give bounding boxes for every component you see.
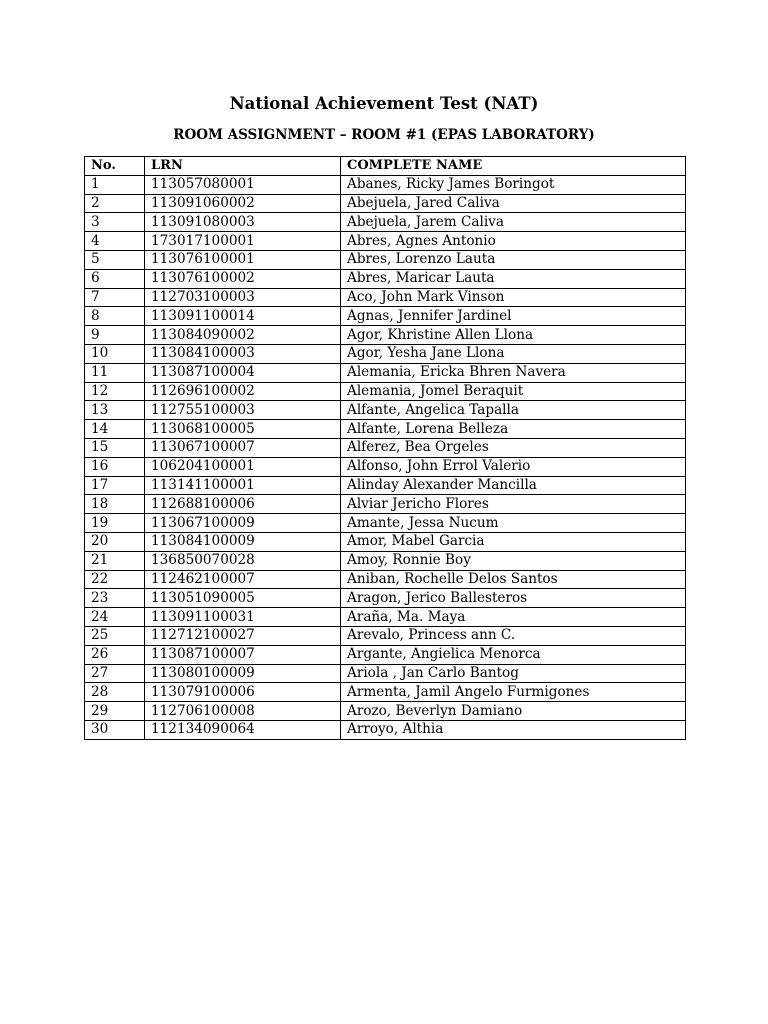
table-row [85, 438, 686, 457]
row-complete-name: Agor, Khristine Allen Llona [341, 326, 686, 345]
row-number: 29 [85, 702, 145, 721]
row-complete-name: Alfante, Angelica Tapalla [341, 401, 686, 420]
row-complete-name: Alviar Jericho Flores [341, 495, 686, 514]
row-number: 6 [85, 269, 145, 288]
row-complete-name: Amor, Mabel Garcia [341, 532, 686, 551]
row-complete-name: Ariola , Jan Carlo Bantog [341, 664, 686, 683]
room-assignment-table [84, 156, 686, 740]
row-complete-name: Abres, Lorenzo Lauta [341, 250, 686, 269]
row-number: 4 [85, 232, 145, 251]
table-row [85, 645, 686, 664]
table-row [85, 476, 686, 495]
row-lrn: 113067100007 [145, 438, 341, 457]
row-lrn: 113080100009 [145, 664, 341, 683]
table-row [85, 570, 686, 589]
row-number: 19 [85, 514, 145, 533]
row-complete-name: Alferez, Bea Orgeles [341, 438, 686, 457]
table-row [85, 514, 686, 533]
table-row [85, 532, 686, 551]
row-lrn: 113051090005 [145, 589, 341, 608]
row-lrn: 112712100027 [145, 626, 341, 645]
row-number: 7 [85, 288, 145, 307]
row-number: 25 [85, 626, 145, 645]
table-row [85, 363, 686, 382]
page-subtitle: ROOM ASSIGNMENT – ROOM #1 (EPAS LABORATORY) [173, 127, 595, 143]
row-complete-name: Abejuela, Jared Caliva [341, 194, 686, 213]
table-row [85, 213, 686, 232]
table-row [85, 232, 686, 251]
table-row [85, 626, 686, 645]
row-number: 16 [85, 457, 145, 476]
row-complete-name: Alemania, Ericka Bhren Navera [341, 363, 686, 382]
row-number: 10 [85, 344, 145, 363]
table-row [85, 420, 686, 439]
row-complete-name: Aco, John Mark Vinson [341, 288, 686, 307]
table-row [85, 382, 686, 401]
row-lrn: 113084100009 [145, 532, 341, 551]
row-lrn: 136850070028 [145, 551, 341, 570]
row-number: 18 [85, 495, 145, 514]
row-lrn: 113068100005 [145, 420, 341, 439]
row-lrn: 112755100003 [145, 401, 341, 420]
row-number: 21 [85, 551, 145, 570]
row-lrn: 113091080003 [145, 213, 341, 232]
row-number: 13 [85, 401, 145, 420]
row-number: 12 [85, 382, 145, 401]
row-complete-name: Arozo, Beverlyn Damiano [341, 702, 686, 721]
table-row [85, 589, 686, 608]
table-row [85, 608, 686, 627]
table-row [85, 551, 686, 570]
row-number: 5 [85, 250, 145, 269]
row-lrn: 113141100001 [145, 476, 341, 495]
row-number: 23 [85, 589, 145, 608]
row-lrn: 112688100006 [145, 495, 341, 514]
row-number: 24 [85, 608, 145, 627]
row-complete-name: Alfonso, John Errol Valerio [341, 457, 686, 476]
row-lrn: 113079100006 [145, 683, 341, 702]
row-number: 3 [85, 213, 145, 232]
row-complete-name: Aniban, Rochelle Delos Santos [341, 570, 686, 589]
row-number: 8 [85, 307, 145, 326]
table-row [85, 269, 686, 288]
row-number: 17 [85, 476, 145, 495]
row-complete-name: Agnas, Jennifer Jardinel [341, 307, 686, 326]
row-complete-name: Abres, Maricar Lauta [341, 269, 686, 288]
row-number: 27 [85, 664, 145, 683]
header-complete-name: COMPLETE NAME [341, 157, 686, 176]
header-number: No. [85, 157, 145, 176]
row-lrn: 113084090002 [145, 326, 341, 345]
table-row [85, 495, 686, 514]
table-row [85, 344, 686, 363]
row-lrn: 112462100007 [145, 570, 341, 589]
row-lrn: 112696100002 [145, 382, 341, 401]
row-lrn: 173017100001 [145, 232, 341, 251]
row-number: 2 [85, 194, 145, 213]
table-row [85, 401, 686, 420]
table-row [85, 457, 686, 476]
table-row [85, 326, 686, 345]
row-lrn: 113087100004 [145, 363, 341, 382]
row-number: 14 [85, 420, 145, 439]
row-complete-name: Arroyo, Althia [341, 720, 686, 739]
row-complete-name: Argante, Angielica Menorca [341, 645, 686, 664]
row-lrn: 113057080001 [145, 175, 341, 194]
row-complete-name: Alemania, Jomel Beraquit [341, 382, 686, 401]
row-complete-name: Agor, Yesha Jane Llona [341, 344, 686, 363]
row-complete-name: Abejuela, Jarem Caliva [341, 213, 686, 232]
table-body [85, 175, 686, 739]
row-lrn: 113091060002 [145, 194, 341, 213]
table-row [85, 288, 686, 307]
table-row [85, 175, 686, 194]
row-lrn: 106204100001 [145, 457, 341, 476]
table-row [85, 702, 686, 721]
row-number: 28 [85, 683, 145, 702]
row-lrn: 113084100003 [145, 344, 341, 363]
row-number: 11 [85, 363, 145, 382]
row-lrn: 113091100014 [145, 307, 341, 326]
header-lrn: LRN [145, 157, 341, 176]
table-row [85, 720, 686, 739]
row-lrn: 112134090064 [145, 720, 341, 739]
table-row [85, 194, 686, 213]
table-row [85, 250, 686, 269]
row-lrn: 113076100001 [145, 250, 341, 269]
table-row [85, 307, 686, 326]
row-lrn: 112706100008 [145, 702, 341, 721]
page-title: National Achievement Test (NAT) [229, 94, 539, 113]
table-row [85, 664, 686, 683]
row-complete-name: Abanes, Ricky James Boringot [341, 175, 686, 194]
row-number: 15 [85, 438, 145, 457]
row-complete-name: Armenta, Jamil Angelo Furmigones [341, 683, 686, 702]
row-lrn: 113091100031 [145, 608, 341, 627]
row-lrn: 113076100002 [145, 269, 341, 288]
row-number: 20 [85, 532, 145, 551]
row-number: 1 [85, 175, 145, 194]
row-complete-name: Araña, Ma. Maya [341, 608, 686, 627]
table-row [85, 683, 686, 702]
row-complete-name: Alinday Alexander Mancilla [341, 476, 686, 495]
row-complete-name: Abres, Agnes Antonio [341, 232, 686, 251]
table-header-row [85, 157, 686, 176]
row-number: 30 [85, 720, 145, 739]
row-complete-name: Amoy, Ronnie Boy [341, 551, 686, 570]
row-complete-name: Arevalo, Princess ann C. [341, 626, 686, 645]
row-number: 22 [85, 570, 145, 589]
row-lrn: 112703100003 [145, 288, 341, 307]
row-lrn: 113067100009 [145, 514, 341, 533]
row-number: 26 [85, 645, 145, 664]
row-complete-name: Aragon, Jerico Ballesteros [341, 589, 686, 608]
row-lrn: 113087100007 [145, 645, 341, 664]
row-number: 9 [85, 326, 145, 345]
row-complete-name: Alfante, Lorena Belleza [341, 420, 686, 439]
row-complete-name: Amante, Jessa Nucum [341, 514, 686, 533]
